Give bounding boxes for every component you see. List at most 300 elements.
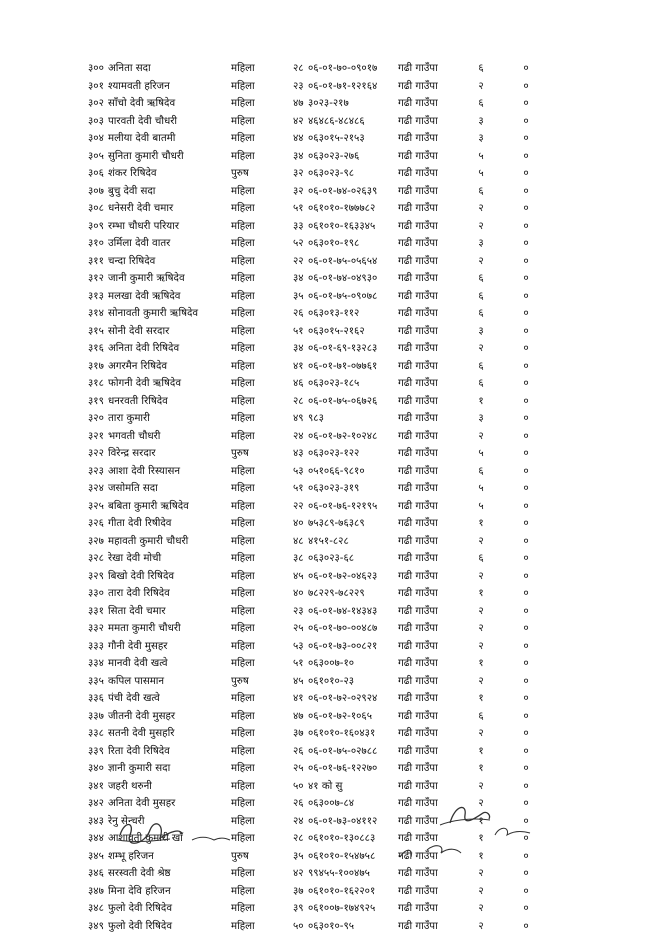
- person-name: भगवती चौधरी: [108, 428, 258, 446]
- serial-number: ३२२: [88, 445, 108, 463]
- person-name: पारवती देवी चौधरी: [108, 113, 258, 131]
- id-number: ०६१०१०-१३०८८३: [308, 830, 408, 848]
- serial-number: ३२३: [88, 463, 108, 481]
- table-row: [88, 165, 558, 183]
- gaunpalika: गढी गाउँपा: [398, 305, 468, 323]
- age: ५१: [293, 323, 315, 341]
- age: २६: [293, 305, 315, 323]
- person-name: ममता कुमारी चौधरी: [108, 620, 258, 638]
- age: ४५: [293, 673, 315, 691]
- id-number: ०६३०२३-३१९: [308, 480, 408, 498]
- age: ४६: [293, 375, 315, 393]
- ward-number: २: [471, 918, 491, 935]
- gaunpalika: गढी गाउँपा: [398, 883, 468, 901]
- id-number: ०६१०१०-१७७७८२: [308, 200, 408, 218]
- gaunpalika: गढी गाउँपा: [398, 288, 468, 306]
- zero-value: ०: [520, 655, 532, 673]
- zero-value: ०: [520, 375, 532, 393]
- ward-number: ६: [471, 375, 491, 393]
- id-number: ०६३००७-८४: [308, 795, 408, 813]
- zero-value: ०: [520, 113, 532, 131]
- serial-number: ३२४: [88, 480, 108, 498]
- ward-number: २: [471, 795, 491, 813]
- id-number: ०६३०२३-१८५: [308, 375, 408, 393]
- gaunpalika: गढी गाउँपा: [398, 95, 468, 113]
- serial-number: ३३५: [88, 673, 108, 691]
- zero-value: ०: [520, 270, 532, 288]
- ward-number: २: [471, 568, 491, 586]
- serial-number: ३२८: [88, 550, 108, 568]
- id-number: ०६-०१-७२-०४६२३: [308, 568, 408, 586]
- gaunpalika: गढी गाउँपा: [398, 743, 468, 761]
- gender: महिला: [231, 690, 281, 708]
- age: ३४: [293, 340, 315, 358]
- zero-value: ०: [520, 690, 532, 708]
- table-row: [88, 743, 558, 761]
- serial-number: ३१२: [88, 270, 108, 288]
- zero-value: ०: [520, 218, 532, 236]
- id-number: ०६-०१-७५-०५६५४: [308, 253, 408, 271]
- age: ३२: [293, 165, 315, 183]
- id-number: ४६४८६-४८४८६: [308, 113, 408, 131]
- gender: महिला: [231, 130, 281, 148]
- serial-number: ३१९: [88, 393, 108, 411]
- gaunpalika: गढी गाउँपा: [398, 340, 468, 358]
- person-name: साँचो देवी ऋषिदेव: [108, 95, 258, 113]
- person-name: सतनी देवी मुसहरि: [108, 725, 258, 743]
- age: ५०: [293, 918, 315, 935]
- serial-number: ३१८: [88, 375, 108, 393]
- person-name: आशा देवी रिस्यासन: [108, 463, 258, 481]
- age: २३: [293, 603, 315, 621]
- person-name: अनिता सदा: [108, 60, 258, 78]
- person-name: कपिल पासमान: [108, 673, 258, 691]
- id-number: ०५१०६६-९८१०: [308, 463, 408, 481]
- id-number: ०६३०२३-९८: [308, 165, 408, 183]
- gender: महिला: [231, 638, 281, 656]
- ward-number: २: [471, 603, 491, 621]
- gender: महिला: [231, 148, 281, 166]
- id-number: ०६१०१०-२३: [308, 673, 408, 691]
- zero-value: ०: [520, 830, 532, 848]
- person-name: जहरी थरुनी: [108, 778, 258, 796]
- gender: पुरुष: [231, 165, 281, 183]
- person-name: महावती कुमारी चौधरी: [108, 533, 258, 551]
- age: ४१: [293, 690, 315, 708]
- id-number: ०६-०१-७२-१०२४८: [308, 428, 408, 446]
- gaunpalika: गढी गाउँपा: [398, 533, 468, 551]
- age: ४७: [293, 708, 315, 726]
- table-row: [88, 463, 558, 481]
- id-number: ०६३०२३-२७६: [308, 148, 408, 166]
- gaunpalika: गढी गाउँपा: [398, 865, 468, 883]
- ward-number: १: [471, 848, 491, 866]
- person-name: चन्दा रिषिदेव: [108, 253, 258, 271]
- person-name: उर्मिला देवी वातर: [108, 235, 258, 253]
- table-row: [88, 708, 558, 726]
- person-name: धनेसरी देवी चमार: [108, 200, 258, 218]
- zero-value: ०: [520, 130, 532, 148]
- person-name: श्यामवती हरिजन: [108, 78, 258, 96]
- gaunpalika: गढी गाउँपा: [398, 358, 468, 376]
- person-name: गौनी देवी मुसहर: [108, 638, 258, 656]
- serial-number: ३०३: [88, 113, 108, 131]
- gaunpalika: गढी गाउँपा: [398, 165, 468, 183]
- gender: महिला: [231, 323, 281, 341]
- gaunpalika: गढी गाउँपा: [398, 393, 468, 411]
- person-name: फुलो देवी रिषिदेव: [108, 900, 258, 918]
- id-number: ०६-०१-७६-१२२७०: [308, 760, 408, 778]
- age: ३४: [293, 148, 315, 166]
- gaunpalika: गढी गाउँपा: [398, 795, 468, 813]
- table-row: [88, 673, 558, 691]
- age: २५: [293, 760, 315, 778]
- gender: महिला: [231, 918, 281, 935]
- gaunpalika: गढी गाउँपा: [398, 445, 468, 463]
- zero-value: ०: [520, 795, 532, 813]
- id-number: ०६-०१-७१-०७७६१: [308, 358, 408, 376]
- zero-value: ०: [520, 305, 532, 323]
- ward-number: २: [471, 78, 491, 96]
- zero-value: ०: [520, 638, 532, 656]
- ward-number: २: [471, 673, 491, 691]
- gaunpalika: गढी गाउँपा: [398, 603, 468, 621]
- person-name: जीतनी देवी मुसहर: [108, 708, 258, 726]
- zero-value: ०: [520, 200, 532, 218]
- table-row: [88, 183, 558, 201]
- ward-number: ६: [471, 708, 491, 726]
- table-row: [88, 480, 558, 498]
- gender: महिला: [231, 778, 281, 796]
- zero-value: ०: [520, 340, 532, 358]
- table-row: [88, 305, 558, 323]
- id-number: ०६-०१-७०-००४८७: [308, 620, 408, 638]
- ward-number: २: [471, 865, 491, 883]
- ward-number: २: [471, 883, 491, 901]
- gaunpalika: गढी गाउँपा: [398, 760, 468, 778]
- ward-number: ५: [471, 498, 491, 516]
- gaunpalika: गढी गाउँपा: [398, 585, 468, 603]
- zero-value: ०: [520, 498, 532, 516]
- age: २६: [293, 795, 315, 813]
- gender: महिला: [231, 393, 281, 411]
- age: ३५: [293, 288, 315, 306]
- serial-number: ३२९: [88, 568, 108, 586]
- age: २४: [293, 813, 315, 831]
- age: २८: [293, 393, 315, 411]
- age: ५१: [293, 480, 315, 498]
- zero-value: ०: [520, 865, 532, 883]
- ward-number: २: [471, 778, 491, 796]
- id-number: ०६१०१०-१६०४३१: [308, 725, 408, 743]
- serial-number: ३२५: [88, 498, 108, 516]
- id-number: ०६-०१-७५-०९०७८: [308, 288, 408, 306]
- table-row: [88, 358, 558, 376]
- table-row: [88, 270, 558, 288]
- person-name: शंकर रिषिदेव: [108, 165, 258, 183]
- gender: महिला: [231, 480, 281, 498]
- ward-number: १: [471, 655, 491, 673]
- zero-value: ०: [520, 183, 532, 201]
- table-row: [88, 778, 558, 796]
- ward-number: १: [471, 515, 491, 533]
- person-name: पंची देवी खत्वे: [108, 690, 258, 708]
- gaunpalika: गढी गाउँपा: [398, 638, 468, 656]
- person-name: तारा कुमारी: [108, 410, 258, 428]
- gender: महिला: [231, 760, 281, 778]
- ward-number: २: [471, 200, 491, 218]
- id-number: ०६३०१०-१९८: [308, 235, 408, 253]
- gaunpalika: गढी गाउँपा: [398, 620, 468, 638]
- id-number: ०६-०१-७३-०४११२: [308, 813, 408, 831]
- age: २३: [293, 78, 315, 96]
- gaunpalika: गढी गाउँपा: [398, 183, 468, 201]
- ward-number: ६: [471, 183, 491, 201]
- serial-number: ३४३: [88, 813, 108, 831]
- zero-value: ०: [520, 393, 532, 411]
- table-row: [88, 410, 558, 428]
- zero-value: ०: [520, 148, 532, 166]
- gaunpalika: गढी गाउँपा: [398, 323, 468, 341]
- gaunpalika: गढी गाउँपा: [398, 270, 468, 288]
- serial-number: ३२१: [88, 428, 108, 446]
- ward-number: २: [471, 533, 491, 551]
- person-name: अनिता देवी मुसहर: [108, 795, 258, 813]
- serial-number: ३०२: [88, 95, 108, 113]
- zero-value: ०: [520, 60, 532, 78]
- ward-number: ३: [471, 323, 491, 341]
- person-name: अनिता देवी रिषिदेव: [108, 340, 258, 358]
- gender: महिला: [231, 463, 281, 481]
- serial-number: ३१३: [88, 288, 108, 306]
- age: ५२: [293, 235, 315, 253]
- gaunpalika: गढी गाउँपा: [398, 515, 468, 533]
- serial-number: ३०६: [88, 165, 108, 183]
- gaunpalika: गढी गाउँपा: [398, 498, 468, 516]
- serial-number: ३२०: [88, 410, 108, 428]
- table-row: [88, 78, 558, 96]
- id-number: ०६-०१-७२-१०६५: [308, 708, 408, 726]
- serial-number: ३०५: [88, 148, 108, 166]
- id-number: ०६३०१३-११२: [308, 305, 408, 323]
- id-number: ०६३०२३-१२२: [308, 445, 408, 463]
- id-number: ७८२२९-७८२२९: [308, 585, 408, 603]
- table-row: [88, 900, 558, 918]
- gaunpalika: गढी गाउँपा: [398, 848, 468, 866]
- gender: महिला: [231, 235, 281, 253]
- table-row: [88, 393, 558, 411]
- zero-value: ०: [520, 883, 532, 901]
- id-number: ०६-०१-७५-०२७८८: [308, 743, 408, 761]
- zero-value: ०: [520, 358, 532, 376]
- gender: महिला: [231, 883, 281, 901]
- gaunpalika: गढी गाउँपा: [398, 550, 468, 568]
- table-row: [88, 130, 558, 148]
- ward-number: २: [471, 638, 491, 656]
- gaunpalika: गढी गाउँपा: [398, 655, 468, 673]
- gender: महिला: [231, 743, 281, 761]
- age: २४: [293, 428, 315, 446]
- age: २५: [293, 620, 315, 638]
- age: २८: [293, 830, 315, 848]
- serial-number: ३०८: [88, 200, 108, 218]
- ward-number: १: [471, 760, 491, 778]
- gaunpalika: गढी गाउँपा: [398, 235, 468, 253]
- id-number: ९८३: [308, 410, 408, 428]
- serial-number: ३४५: [88, 848, 108, 866]
- table-row: [88, 533, 558, 551]
- gender: महिला: [231, 95, 281, 113]
- gender: महिला: [231, 340, 281, 358]
- age: २२: [293, 253, 315, 271]
- ward-number: ६: [471, 550, 491, 568]
- id-number: ७५३८९-७६३८९: [308, 515, 408, 533]
- age: ३८: [293, 550, 315, 568]
- person-name: रेखा देवी मोची: [108, 550, 258, 568]
- gender: महिला: [231, 78, 281, 96]
- id-number: ०६१०१०-१६३३४५: [308, 218, 408, 236]
- ward-number: १: [471, 690, 491, 708]
- age: ३५: [293, 848, 315, 866]
- ward-number: १: [471, 743, 491, 761]
- person-name: बबिता कुमारी ऋषिदेव: [108, 498, 258, 516]
- gender: महिला: [231, 253, 281, 271]
- serial-number: ३०४: [88, 130, 108, 148]
- person-name: सिता देवी चमार: [108, 603, 258, 621]
- age: ५३: [293, 638, 315, 656]
- serial-number: ३४७: [88, 883, 108, 901]
- id-number: ०६१००७-१७४९२५: [308, 900, 408, 918]
- serial-number: ३१७: [88, 358, 108, 376]
- age: ३४: [293, 270, 315, 288]
- gender: महिला: [231, 200, 281, 218]
- table-row: [88, 60, 558, 78]
- person-name: गीता देवी रिषीदेव: [108, 515, 258, 533]
- zero-value: ०: [520, 445, 532, 463]
- gender: महिला: [231, 375, 281, 393]
- zero-value: ०: [520, 428, 532, 446]
- table-row: [88, 113, 558, 131]
- gaunpalika: गढी गाउँपा: [398, 463, 468, 481]
- serial-number: ३३३: [88, 638, 108, 656]
- age: २२: [293, 498, 315, 516]
- age: ३२: [293, 183, 315, 201]
- person-name: रिता देवी रिषिदेव: [108, 743, 258, 761]
- zero-value: ०: [520, 725, 532, 743]
- age: ४७: [293, 95, 315, 113]
- id-number: ०६-०१-७४-०४९३०: [308, 270, 408, 288]
- serial-number: ३४१: [88, 778, 108, 796]
- age: ४०: [293, 515, 315, 533]
- table-row: [88, 200, 558, 218]
- ward-number: १: [471, 830, 491, 848]
- gaunpalika: गढी गाउँपा: [398, 375, 468, 393]
- person-name: मलखा देवी ऋषिदेव: [108, 288, 258, 306]
- table-row: [88, 218, 558, 236]
- age: ५३: [293, 463, 315, 481]
- gaunpalika: गढी गाउँपा: [398, 428, 468, 446]
- gender: महिला: [231, 585, 281, 603]
- id-number: ४१५१-८२८: [308, 533, 408, 551]
- serial-number: ३१५: [88, 323, 108, 341]
- ward-number: २: [471, 428, 491, 446]
- gender: महिला: [231, 218, 281, 236]
- gaunpalika: गढी गाउँपा: [398, 900, 468, 918]
- gender: पुरुष: [231, 445, 281, 463]
- gaunpalika: गढी गाउँपा: [398, 830, 468, 848]
- ward-number: ६: [471, 60, 491, 78]
- zero-value: ०: [520, 463, 532, 481]
- table-row: [88, 445, 558, 463]
- gender: महिला: [231, 708, 281, 726]
- ward-number: ६: [471, 463, 491, 481]
- ward-number: १: [471, 393, 491, 411]
- gender: महिला: [231, 900, 281, 918]
- serial-number: ३११: [88, 253, 108, 271]
- ward-number: ६: [471, 288, 491, 306]
- zero-value: ०: [520, 95, 532, 113]
- person-name: अगरमैन रिषिदेव: [108, 358, 258, 376]
- serial-number: ३३७: [88, 708, 108, 726]
- person-name: आशावती कुमारी खाँ: [108, 830, 258, 848]
- age: ४३: [293, 445, 315, 463]
- ward-number: ६: [471, 270, 491, 288]
- id-number: ०६-०१-७५-०६७२६: [308, 393, 408, 411]
- gaunpalika: गढी गाउँपा: [398, 673, 468, 691]
- ward-number: ३: [471, 235, 491, 253]
- id-number: ०६-०१-७२-०२९२४: [308, 690, 408, 708]
- gender: महिला: [231, 830, 281, 848]
- person-name: सोनावती कुमारी ऋषिदेव: [108, 305, 258, 323]
- table-row: [88, 603, 558, 621]
- person-name: सुनिता कुमारी चौधरी: [108, 148, 258, 166]
- person-name: रेनु सेन्चरी: [108, 813, 258, 831]
- ward-number: ६: [471, 305, 491, 323]
- person-name: शम्भू हरिजन: [108, 848, 258, 866]
- serial-number: ३३६: [88, 690, 108, 708]
- table-row: [88, 690, 558, 708]
- zero-value: ०: [520, 743, 532, 761]
- age: ४२: [293, 865, 315, 883]
- serial-number: ३४९: [88, 918, 108, 935]
- age: ४४: [293, 130, 315, 148]
- table-row: [88, 515, 558, 533]
- person-name: फोगनी देवी ऋषिदेव: [108, 375, 258, 393]
- zero-value: ०: [520, 708, 532, 726]
- ward-number: १: [471, 813, 491, 831]
- gender: महिला: [231, 515, 281, 533]
- gender: महिला: [231, 620, 281, 638]
- gaunpalika: गढी गाउँपा: [398, 778, 468, 796]
- age: ४०: [293, 585, 315, 603]
- serial-number: ३२७: [88, 533, 108, 551]
- gender: महिला: [231, 813, 281, 831]
- serial-number: ३४०: [88, 760, 108, 778]
- gender: महिला: [231, 550, 281, 568]
- gender: महिला: [231, 113, 281, 131]
- id-number: ४१ को सु: [308, 778, 408, 796]
- ward-number: ६: [471, 95, 491, 113]
- ward-number: ६: [471, 358, 491, 376]
- person-name: मानवी देवी खत्वे: [108, 655, 258, 673]
- zero-value: ०: [520, 673, 532, 691]
- gaunpalika: गढी गाउँपा: [398, 480, 468, 498]
- gender: महिला: [231, 183, 281, 201]
- id-number: ०६-०१-६९-१३२८३: [308, 340, 408, 358]
- serial-number: ३१४: [88, 305, 108, 323]
- age: ३९: [293, 900, 315, 918]
- age: ४१: [293, 358, 315, 376]
